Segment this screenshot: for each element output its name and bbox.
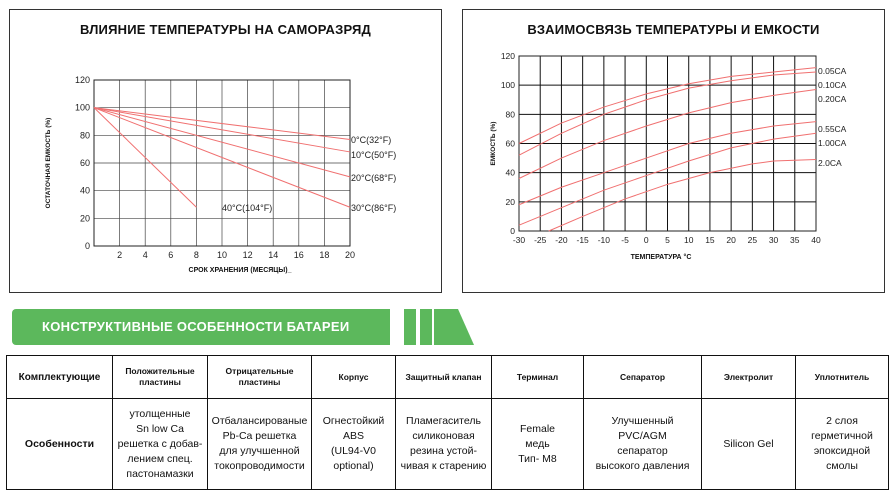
table-cell: Female медь Тип- M8 <box>492 399 584 490</box>
series-label: 0.20CA <box>818 94 847 104</box>
x-tick-label: -25 <box>534 235 547 245</box>
x-tick-label: -20 <box>555 235 568 245</box>
series-label: 0°C(32°F) <box>351 135 392 145</box>
series-label: 0.10CA <box>818 80 847 90</box>
x-tick-label: 5 <box>665 235 670 245</box>
features-table <box>6 355 889 490</box>
table-header-cell: Отрицательные пластины <box>208 356 312 399</box>
series-label: 0.05CA <box>818 66 847 76</box>
self-discharge-chart <box>10 10 440 290</box>
table-header-row <box>7 356 889 399</box>
x-tick-label: 10 <box>683 235 694 245</box>
table-cell: утолщенные Sn low Ca решетка с добав- лением спец. пастонамазки <box>113 399 208 490</box>
x-tick-label: -5 <box>621 235 629 245</box>
table-header-cell: Уплотнитель <box>796 356 889 399</box>
table-cell: Огнестойкий ABS (UL94-V0 optional) <box>312 399 396 490</box>
series-label: 10°C(50°F) <box>351 150 397 160</box>
left-chart-title: ВЛИЯНИЕ ТЕМПЕРАТУРЫ НА САМОРАЗРЯД <box>79 22 372 37</box>
table-header-cell: Терминал <box>492 356 584 399</box>
table-row <box>7 399 889 490</box>
table-cell: Пламегаситель силиконовая резина устой- чивая к старению <box>396 399 492 490</box>
x-tick-label: 35 <box>790 235 800 245</box>
table-cell: Улучшенный PVC/AGM сепаратор высокого давления <box>584 399 702 490</box>
x-tick-label: -15 <box>576 235 589 245</box>
x-tick-label: 20 <box>726 235 736 245</box>
table-header-cell: Защитный клапан <box>396 356 492 399</box>
table-header-cell: Электролит <box>702 356 796 399</box>
x-tick-label: -10 <box>597 235 611 245</box>
y-tick-label: 80 <box>505 109 515 120</box>
x-tick-label: 25 <box>747 235 758 245</box>
x-tick-label: 2 <box>117 250 123 260</box>
table-header-cell: Положительные пластины <box>113 356 208 399</box>
x-tick-label: 20 <box>344 250 356 260</box>
x-tick-label: 15 <box>705 235 715 245</box>
x-tick-label: 30 <box>768 235 779 245</box>
x-tick-label: 8 <box>193 250 199 260</box>
table-header-cell: Корпус <box>312 356 396 399</box>
capacity-temperature-chart-panel <box>462 9 885 293</box>
x-tick-label: 6 <box>168 250 174 260</box>
table-cell: Отбалансированые Pb-Ca решетка для улучшенной токопроводимости <box>208 399 312 490</box>
y-axis-label: ЕМКОСТЬ (%) <box>490 121 497 166</box>
section-banner: КОНСТРУКТИВНЫЕ ОСОБЕННОСТИ БАТАРЕИ <box>12 309 390 345</box>
y-tick-label: 20 <box>79 213 90 224</box>
banner-decor-bar <box>404 309 416 345</box>
x-tick-label: 4 <box>142 250 148 260</box>
series-label: 0.55CA <box>818 124 847 134</box>
y-tick-label: 20 <box>505 196 515 207</box>
x-tick-label: 18 <box>319 250 330 260</box>
x-tick-label: 0 <box>643 235 649 245</box>
table-header-cell: Сепаратор <box>584 356 702 399</box>
x-tick-label: 40 <box>811 235 821 245</box>
series-label: 40°C(104°F) <box>222 203 273 213</box>
banner-decor-bar <box>420 309 432 345</box>
x-axis-label: ТЕМПЕРАТУРА °C <box>630 254 692 261</box>
self-discharge-chart-panel <box>9 9 442 293</box>
y-tick-label: 120 <box>500 51 515 61</box>
series-line <box>549 160 816 231</box>
table-header-cell: Комплектующие <box>7 356 113 399</box>
series-label: 30°C(86°F) <box>351 203 397 213</box>
x-axis-label: СРОК ХРАНЕНИЯ (МЕСЯЦЫ)_ <box>188 267 292 274</box>
table-cell: Silicon Gel <box>702 399 796 490</box>
x-tick-label: 16 <box>293 250 304 260</box>
y-tick-label: 100 <box>74 102 90 113</box>
series-label: 20°C(68°F) <box>351 173 397 183</box>
capacity-temperature-chart <box>463 10 883 290</box>
y-tick-label: 60 <box>79 158 90 168</box>
y-tick-label: 0 <box>510 226 515 236</box>
series-label: 2.0CA <box>818 158 842 168</box>
y-tick-label: 80 <box>79 130 90 141</box>
x-tick-label: 12 <box>242 250 253 260</box>
table-cell: 2 слоя герметичной эпоксидной смолы <box>796 399 889 490</box>
table-row-label: Особенности <box>7 399 113 490</box>
x-tick-label: -30 <box>512 235 526 245</box>
y-tick-label: 120 <box>74 75 90 85</box>
right-chart-title: ВЗАИМОСВЯЗЬ ТЕМПЕРАТУРЫ И ЕМКОСТИ <box>527 22 820 37</box>
y-tick-label: 0 <box>84 241 90 251</box>
x-tick-label: 14 <box>268 250 279 260</box>
y-tick-label: 100 <box>500 80 515 91</box>
y-tick-label: 60 <box>505 138 515 149</box>
banner-arrow <box>434 309 474 345</box>
x-tick-label: 10 <box>216 250 228 260</box>
series-label: 1.00CA <box>818 138 847 148</box>
y-axis-label: ОСТАТОЧНАЯ ЕМКОСТЬ (%) <box>45 117 52 209</box>
y-tick-label: 40 <box>505 167 515 178</box>
y-tick-label: 40 <box>79 185 90 196</box>
